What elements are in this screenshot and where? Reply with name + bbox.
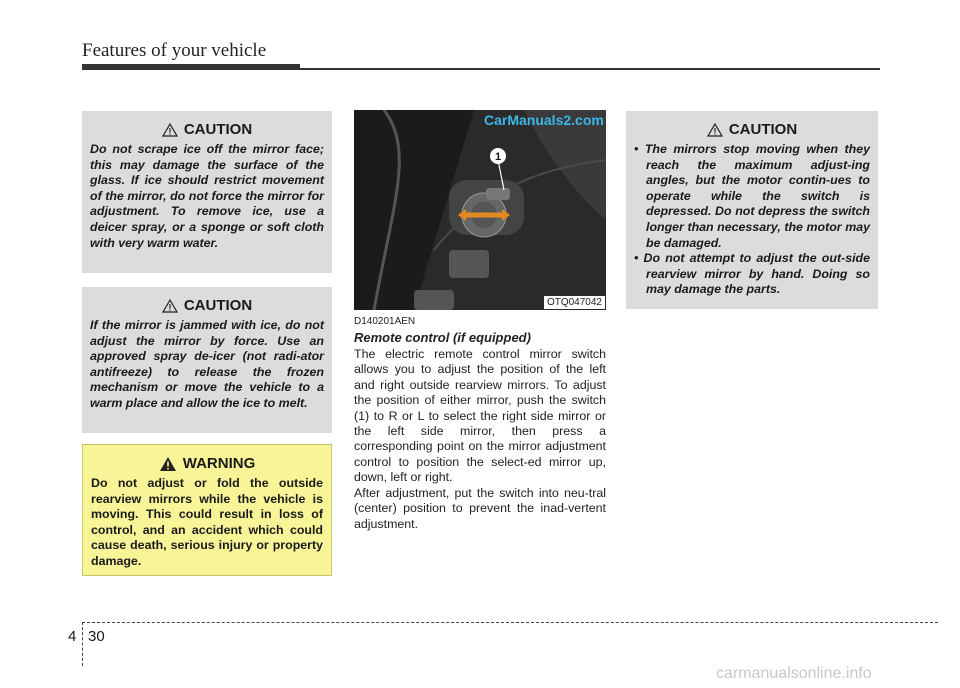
section-code: D140201AEN (354, 316, 416, 327)
warning-box (82, 444, 332, 576)
caution-text: Do not scrape ice off the mirror face; this may damage the surface of the glass. If ice should restrict movement of the mirror, do not force the mirror for adjustment. To remove ice, use a deicer spray, or a sponge or soft cloth with very warm water. (90, 142, 324, 250)
caution-title: CAUTION (183, 297, 253, 314)
caution-heading (634, 121, 870, 138)
caution-triangle-icon (162, 123, 178, 137)
warning-heading (91, 455, 323, 472)
page-section-number: 4 (68, 628, 77, 645)
site-watermark: carmanualsonline.info (716, 665, 872, 682)
footer-rule (82, 622, 938, 623)
watermark-text: CarManuals2.com (484, 112, 604, 128)
caution-box-ice-scrape (82, 111, 332, 273)
warning-triangle-icon (159, 456, 177, 472)
caution-bullet-list (634, 142, 870, 298)
warning-text: Do not adjust or fold the outside rearview mirrors while the vehicle is moving. This could result in loss of control, and an accident which could cause death, serious injury or property damage. (91, 476, 323, 568)
caution-triangle-icon (707, 123, 723, 137)
mirror-control-illustration (354, 110, 606, 310)
photo-code: OTQ047042 (544, 296, 605, 309)
caution-box-jammed-mirror (82, 287, 332, 433)
caution-bullet: • Do not attempt to adjust the out-side rearview mirror by hand. Doing so may damage the parts. (634, 251, 870, 297)
caution-box-mirror-motor (626, 111, 878, 309)
caution-title: CAUTION (728, 121, 798, 138)
caution-title: CAUTION (183, 121, 253, 138)
header-rule (82, 68, 880, 70)
page-number: 30 (88, 628, 105, 645)
footer-divider (82, 622, 83, 666)
warning-title: WARNING (182, 455, 256, 472)
section-paragraph-1: The electric remote control mirror switch allows you to adjust the position of the left and right outside rearview mirrors. To adjust the position of either mirror, push the switch (1) to R or L to select the right side mirror or the left side mirror, then press a corresponding point on the mirror adjustment control to position the select-ed mirror up, down, left or right. (354, 347, 606, 485)
section-paragraph-2: After adjustment, put the switch into neu-tral (center) position to prevent the inad-vertent adjustment. (354, 486, 606, 531)
caution-text: If the mirror is jammed with ice, do not adjust the mirror by force. Use an approved spray de-icer (not radi-ator antifreeze) to release the frozen mechanism or move the vehicle to a warm place and allow the ice to melt. (90, 318, 324, 410)
caution-heading (90, 121, 324, 138)
section-subtitle: Remote control (if equipped) (354, 330, 531, 345)
callout-number: 1 (494, 151, 502, 163)
caution-heading (90, 297, 324, 314)
caution-bullet: • The mirrors stop moving when they reach the maximum adjust-ing angles, but the motor contin-ues to operate while the switch is depressed. Do not depress the switch longer than necessary, the motor may be damaged. (634, 142, 870, 250)
caution-triangle-icon (162, 299, 178, 313)
page-header-title: Features of your vehicle (82, 40, 267, 61)
mirror-switch-photo (354, 110, 606, 310)
